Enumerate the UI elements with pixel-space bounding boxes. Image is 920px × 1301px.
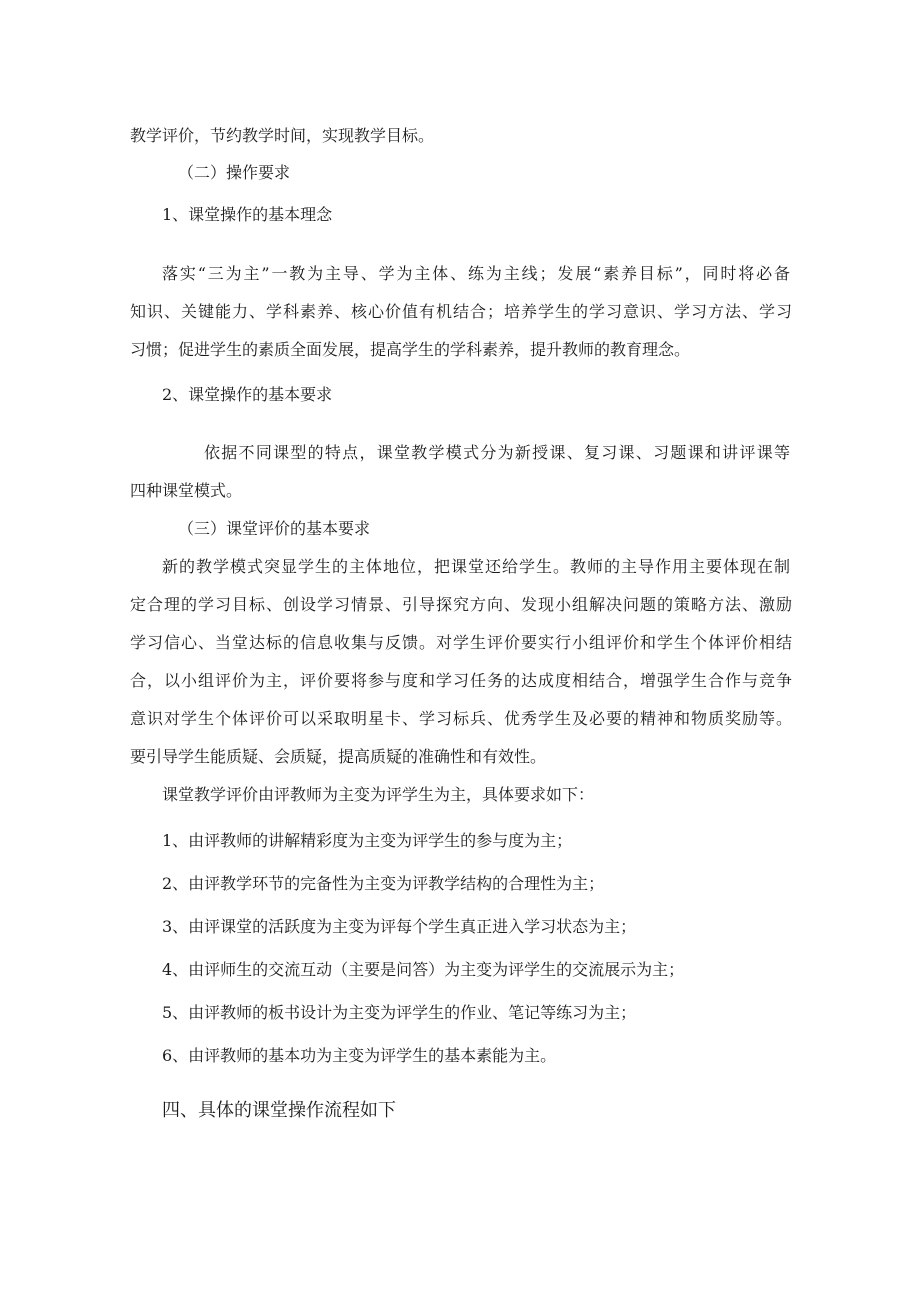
subheading-basic-requirements: 2、课堂操作的基本要求 (162, 385, 333, 404)
section-heading-operation-requirements: （二）操作要求 (178, 163, 291, 182)
evaluation-paragraph-line-6: 要引导学生能质疑、会质疑，提高质疑的准确性和有效性。 (130, 747, 547, 766)
concept-paragraph-line-3: 习惯；促进学生的素质全面发展，提高学生的学科素养，提升教师的教育理念。 (130, 340, 691, 359)
section-heading-evaluation-requirements: （三）课堂评价的基本要求 (178, 519, 371, 538)
evaluation-paragraph-line-5: 意识对学生个体评价可以采取明星卡、学习标兵、优秀学生及必要的精神和物质奖励等。 (130, 709, 792, 728)
concept-paragraph-line-2: 知识、关键能力、学科素养、核心价值有机结合；培养学生的学习意识、学习方法、学习 (130, 302, 792, 321)
evaluation-paragraph-line-1: 新的教学模式突显学生的主体地位，把课堂还给学生。教师的主导作用主要体现在制 (162, 557, 790, 576)
evaluation-paragraph-line-2: 定合理的学习目标、创设学习情景、引导探究方向、发现小组解决问题的策略方法、激励 (130, 595, 792, 614)
list-item-2: 2、由评教学环节的完备性为主变为评教学结构的合理性为主； (162, 874, 605, 893)
class-type-paragraph-line-1: 依据不同课型的特点，课堂教学模式分为新授课、复习课、习题课和讲评课等 (204, 443, 790, 462)
list-item-3: 3、由评课堂的活跃度为主变为评每个学生真正进入学习状态为主； (162, 917, 637, 936)
list-item-4: 4、由评师生的交流互动（主要是问答）为主变为评学生的交流展示为主； (162, 960, 685, 979)
section-heading-process: 四、具体的课堂操作流程如下 (162, 1100, 396, 1121)
class-type-paragraph-line-2: 四种课堂模式。 (130, 481, 243, 500)
subheading-basic-concept: 1、课堂操作的基本理念 (162, 205, 333, 224)
list-item-5: 5、由评教师的板书设计为主变为评学生的作业、笔记等练习为主； (162, 1003, 637, 1022)
list-item-1: 1、由评教师的讲解精彩度为主变为评学生的参与度为主； (162, 831, 573, 850)
evaluation-paragraph-line-3: 学习信心、当堂达标的信息收集与反馈。对学生评价要实行小组评价和学生个体评价相结 (130, 633, 792, 652)
evaluation-paragraph-line-4: 合，以小组评价为主，评价要将参与度和学习任务的达成度相结合，增强学生合作与竞争 (130, 671, 792, 690)
paragraph-continuation-line: 教学评价，节约教学时间，实现教学目标。 (130, 126, 435, 145)
concept-paragraph-line-1: 落实“三为主”一教为主导、学为主体、练为主线；发展“素养目标”，同时将必备 (162, 264, 790, 283)
list-item-6: 6、由评教师的基本功为主变为评学生的基本素能为主。 (162, 1046, 557, 1065)
evaluation-intro-line: 课堂教学评价由评教师为主变为评学生为主，具体要求如下： (162, 785, 595, 804)
